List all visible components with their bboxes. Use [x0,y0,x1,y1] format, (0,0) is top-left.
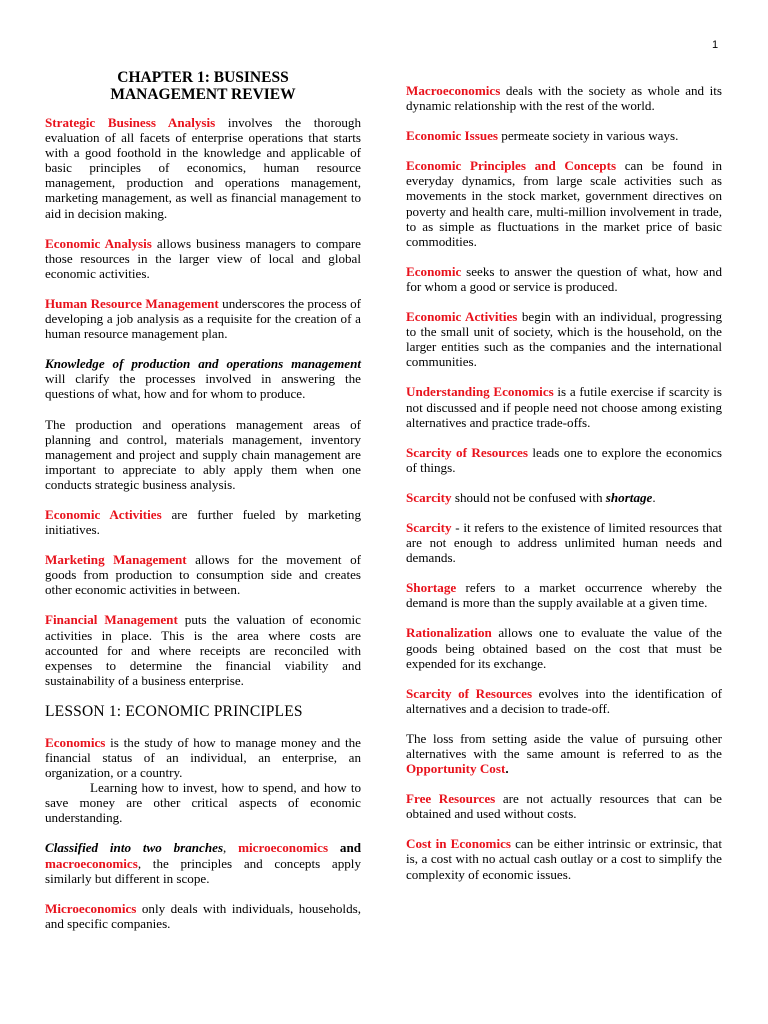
paragraph-text: allows one to evaluate the value of the goods being obtained based on the cost that must be expended for its exchange. [406,625,722,671]
paragraph-strategic-business-analysis [45,115,361,221]
paragraph-text: involves the thorough evaluation of all facets of enterprise operations that starts with a good foothold in the knowledge and applicable of basic principles of economics, human resource management, production and operations management, marketing management, as well as financial management to aid in decision making. [45,115,362,221]
right-column [406,83,722,897]
paragraph-text: is the study of how to manage money and the financial status of an individual, an enterprise, an organization, or a country. [45,734,361,781]
keyword: Macroeconomics [406,83,501,98]
lesson-title: LESSON 1: ECONOMIC PRINCIPLES [45,702,303,720]
paragraph-text: begin with an individual, progressing to the small unit of society, which is the household, on the larger entities such as the companies and the international communities. [406,309,723,370]
paragraph-scarcity-of-resources [406,445,722,475]
paragraph-text: are not actually resources that can be obtained and used without costs. [406,791,722,822]
paragraph-text: - it refers to the existence of limited resources that are not enough to address unlimited human needs and demands. [406,519,722,566]
paragraph-financial-management [45,612,361,687]
keyword: Human Resource Management [45,295,219,311]
paragraph-text: puts the valuation of economic activities in place. This is the area where costs are accounted for and where receipts are reconciled with expenses to determine the financial viability and sustainability of a business enterprise. [45,612,361,688]
keyword: Opportunity Cost [406,761,506,777]
bold-italic-phrase: Classified into two branches [45,840,224,856]
paragraph-economic-principles [406,158,722,249]
paragraph-text: should not be confused with [451,489,606,505]
paragraph-text: underscores the process of developing a job analysis as a requisite for the creation of a human resource management plan. [45,295,361,342]
keyword-macroeconomics: macroeconomics [45,855,138,871]
paragraph-microeconomics [45,901,361,931]
paragraph-economic [406,264,722,294]
chapter-title-line2: MANAGEMENT REVIEW [110,86,296,103]
period: . [652,489,656,505]
paragraph-scarcity-shortage [406,490,722,505]
keyword: Scarcity of Resources [406,685,533,701]
paragraph-text: are further fueled by marketing initiatives. [45,506,362,538]
keyword: Economics [45,734,106,750]
paragraph-cost-in-economics [406,836,722,881]
paragraph-human-resource-management [45,296,361,341]
paragraph-economic-issues [406,128,722,143]
keyword: Understanding Economics [406,384,554,400]
paragraph-free-resources [406,791,722,821]
paragraph-economic-activities [45,507,361,537]
paragraph-economic-analysis [45,236,361,281]
paragraph-text: can be either intrinsic or extrinsic, that is, a cost with no actual cash outlay or a cost to simplify the complexity of economic issues. [406,836,722,882]
paragraph-opportunity-cost [406,731,722,776]
paragraph-production-knowledge [45,356,361,401]
chapter-title [45,69,361,103]
keyword: Scarcity [406,519,452,535]
paragraph-text: allows for the movement of goods from production to consumption side and creates other economic activities in between. [45,552,361,598]
bold-italic-phrase: shortage [605,489,653,505]
chapter-title-line1: CHAPTER 1: BUSINESS [117,69,289,86]
paragraph-text: deals with the society as whole and its dynamic relationship with the rest of the world. [406,83,722,114]
keyword: Scarcity of Resources [406,444,528,460]
paragraph-text: will clarify the processes involved in answering the questions of what, how and for whom to produce. [45,371,361,402]
paragraph-text: , the principles and concepts apply similarly but different in scope. [45,855,361,886]
paragraph-macroeconomics [406,83,722,113]
paragraph-text: only deals with individuals, households, and specific companies. [45,900,361,931]
paragraph-text: permeate society in various ways. [498,128,679,144]
keyword: Economic Activities [45,506,162,522]
paragraph-marketing-management [45,552,361,597]
paragraph-text: refers to a market occurrence whereby the demand is more than the supply available at a given time. [406,580,722,611]
paragraph-text: is a futile exercise if scarcity is not discussed and if people need not choose among existing alternatives and practice trade-offs. [406,384,722,430]
paragraph-text: seeks to answer the question of what, how and for whom a good or service is produced. [406,263,722,294]
keyword: Economic Issues [406,128,499,144]
keyword: Financial Management [45,612,178,628]
paragraph-understanding-economics [406,384,722,429]
page-number: 1 [712,39,719,51]
comma: , [223,840,239,856]
paragraph-economic-activities-right [406,309,722,369]
paragraph-text: The loss from setting aside the value of pursuing other alternatives with the same amount is referred to as the [406,730,722,761]
paragraph-text: can be found in everyday dynamics, from large scale activities such as movements in the stock market, government directives on poverty and health care, multi-million involvement in trade, to as simple as fluctuations in the market price of basic commodities. [406,158,722,249]
keyword: Strategic Business Analysis [45,115,216,130]
paragraph-shortage [406,580,722,610]
keyword: Economic Principles and Concepts [406,158,617,174]
and-word: and [328,840,362,856]
keyword: Economic Activities [406,309,518,325]
paragraph-rationalization [406,625,722,670]
bold-italic-phrase: Knowledge of production and operations management [45,356,361,372]
keyword: Cost in Economics [406,836,511,852]
period: . [505,761,509,777]
paragraph-text: evolves into the identification of alternatives and a decision to trade-off. [406,685,722,716]
paragraph-scarcity-definition [406,520,722,565]
keyword-microeconomics: microeconomics [238,840,329,856]
keyword: Rationalization [406,625,492,641]
keyword: Economic [406,263,462,279]
paragraph-learning: Learning how to invest, how to spend, and how to save money are other critical aspects of economic understanding. [45,780,361,826]
paragraph-two-branches [45,840,361,885]
paragraph-text: leads one to explore the economics of things. [406,444,723,475]
keyword: Free Resources [406,791,496,807]
left-column [45,69,361,946]
keyword: Marketing Management [45,552,187,568]
keyword: Scarcity [406,489,452,505]
paragraph-scarcity-evolves [406,686,722,716]
keyword: Shortage [406,580,457,596]
paragraph-production-areas: The production and operations management areas of planning and control, materials management, inventory management and project and supply chain management are important to appreciate to ably apply them when one conducts strategic business analysis. [45,416,361,492]
keyword: Economic Analysis [45,235,152,251]
paragraph-text: allows business managers to compare those resources in the larger view of local and global economic activities. [45,235,361,281]
paragraph-economics [45,735,361,780]
keyword: Microeconomics [45,900,137,916]
